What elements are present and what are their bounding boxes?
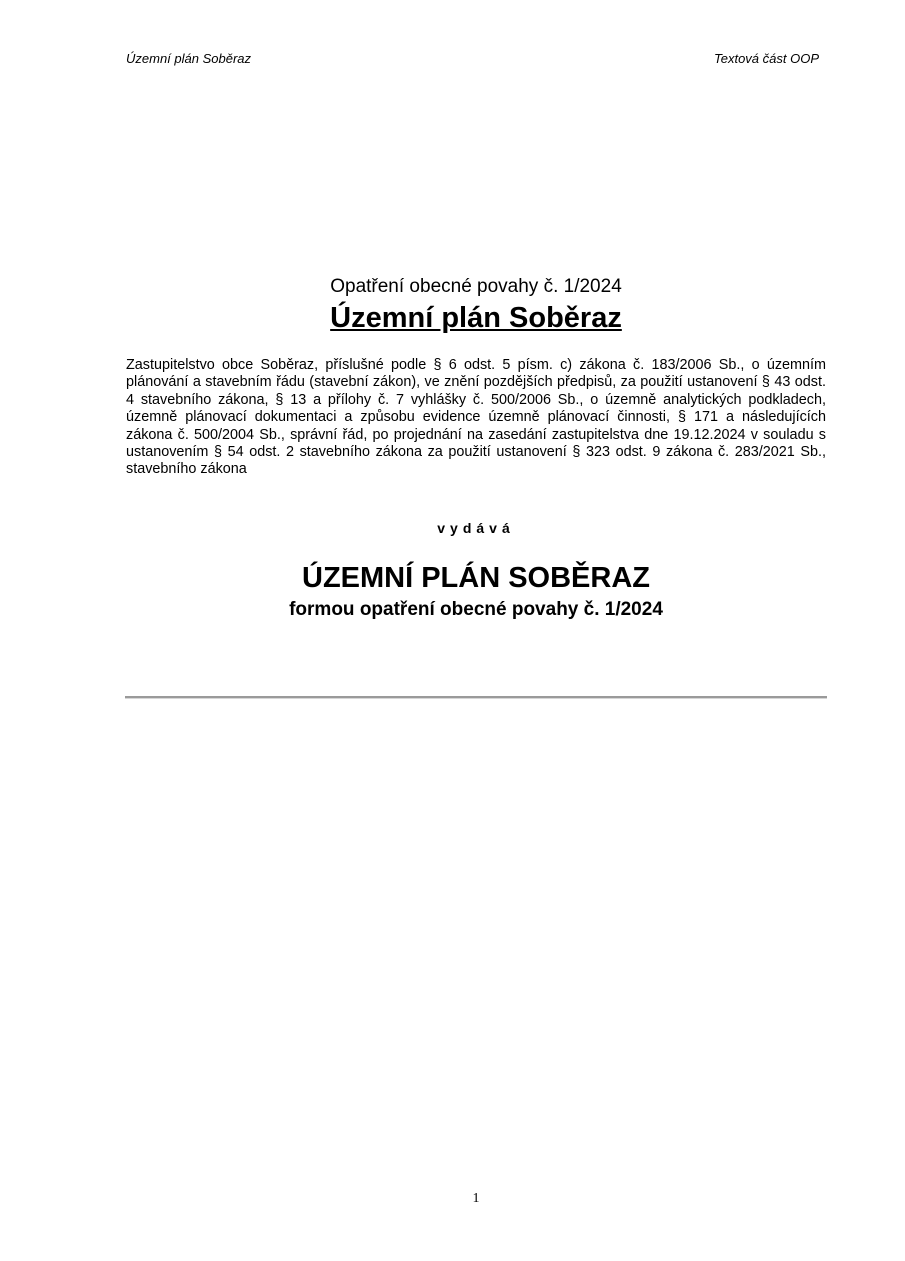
horizontal-divider — [125, 696, 827, 699]
issues-verb: vydává — [437, 520, 515, 536]
plan-heading: ÚZEMNÍ PLÁN SOBĚRAZ — [302, 562, 650, 594]
header-left-text: Územní plán Soběraz — [126, 51, 252, 66]
document-subtitle: Opatření obecné povahy č. 1/2024 — [330, 276, 622, 297]
page-number: 1 — [472, 1191, 480, 1206]
preamble-paragraph: Zastupitelstvo obce Soběraz, příslušné podle § 6 odst. 5 písm. c) zákona č. 183/2006 Sb., o územním plánování a stavebním řádu (stavební zákon), ve znění pozdějších předpisů, za použití ustanovení § 43 odst. 4 stavebního zákona, § 13 a přílohy č. 7 vyhlášky č. 500/2006 Sb., o územně analytických podkladech, územně plánovací dokumentaci a způsobu evidence územně plánovací činnosti, § 171 a následujících zákona č. 500/2004 Sb., správní řád, po projednání na zasedání zastupitelstva dne 19.12.2024 v souladu s ustanovením § 54 odst. 2 stavebního zákona za použití ustanovení § 323 odst. 9 zákona č. 283/2021 Sb., stavebního zákona — [126, 357, 826, 478]
header-right-text: Textová část OOP — [713, 51, 819, 66]
document-title: Územní plán Soběraz — [330, 302, 622, 334]
plan-form-subheading: formou opatření obecné povahy č. 1/2024 — [289, 599, 663, 620]
